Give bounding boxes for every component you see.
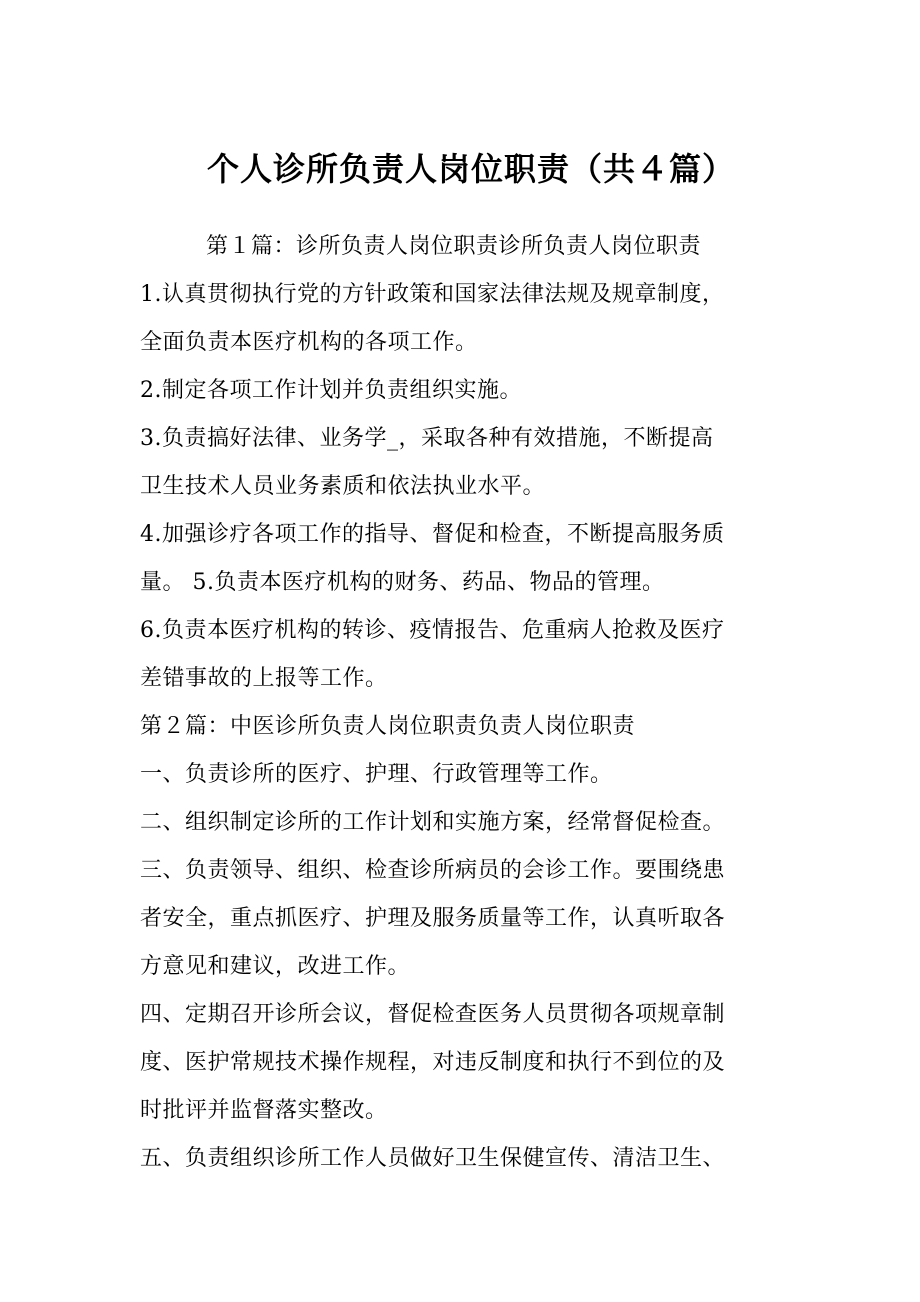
- paragraph-line: 三、负责领导、组织、检查诊所病员的会诊工作。要围绕患: [140, 858, 726, 883]
- document-body: [140, 223, 802, 1183]
- paragraph-line: 二、组织制定诊所的工作计划和实施方案，经常督促检查。: [140, 810, 726, 835]
- paragraph-line: 一、负责诊所的医疗、护理、行政管理等工作。: [140, 762, 613, 787]
- paragraph-line: 全面负责本医疗机构的各项工作。: [140, 330, 478, 355]
- paragraph-line: 方意见和建议，改进工作。: [140, 954, 411, 979]
- paragraph-line: 4.加强诊疗各项工作的指导、督促和检查，不断提高服务质: [140, 522, 725, 547]
- paragraph-line: 五、负责组织诊所工作人员做好卫生保健宣传、清洁卫生、: [140, 1146, 726, 1171]
- paragraph-line: 四、定期召开诊所会议，督促检查医务人员贯彻各项规章制: [140, 1002, 726, 1027]
- paragraph-line: 差错事故的上报等工作。: [140, 666, 388, 691]
- section-1-heading: 第１篇：诊所负责人岗位职责诊所负责人岗位职责: [206, 234, 702, 259]
- paragraph-line: 6.负责本医疗机构的转诊、疫情报告、危重病人抢救及医疗: [140, 618, 725, 643]
- paragraph-line: 2.制定各项工作计划并负责组织实施。: [140, 378, 522, 403]
- paragraph-line: 度、医护常规技术操作规程，对违反制度和执行不到位的及: [140, 1050, 726, 1075]
- paragraph-line: 量。 5.负责本医疗机构的财务、药品、物品的管理。: [140, 570, 665, 595]
- paragraph-line: 卫生技术人员业务素质和依法执业水平。: [140, 474, 546, 499]
- paragraph-line: 1.认真贯彻执行党的方针政策和国家法律法规及规章制度，: [140, 282, 725, 307]
- paragraph-line: 时批评并监督落实整改。: [140, 1098, 388, 1123]
- paragraph-line: 者安全，重点抓医疗、护理及服务质量等工作，认真听取各: [140, 906, 726, 931]
- paragraph-line: 3.负责搞好法律、业务学_，采取各种有效措施，不断提高: [140, 426, 714, 451]
- section-2-heading: 第２篇：中医诊所负责人岗位职责负责人岗位职责: [140, 714, 636, 739]
- document-title: 个人诊所负责人岗位职责（共４篇）: [206, 150, 735, 188]
